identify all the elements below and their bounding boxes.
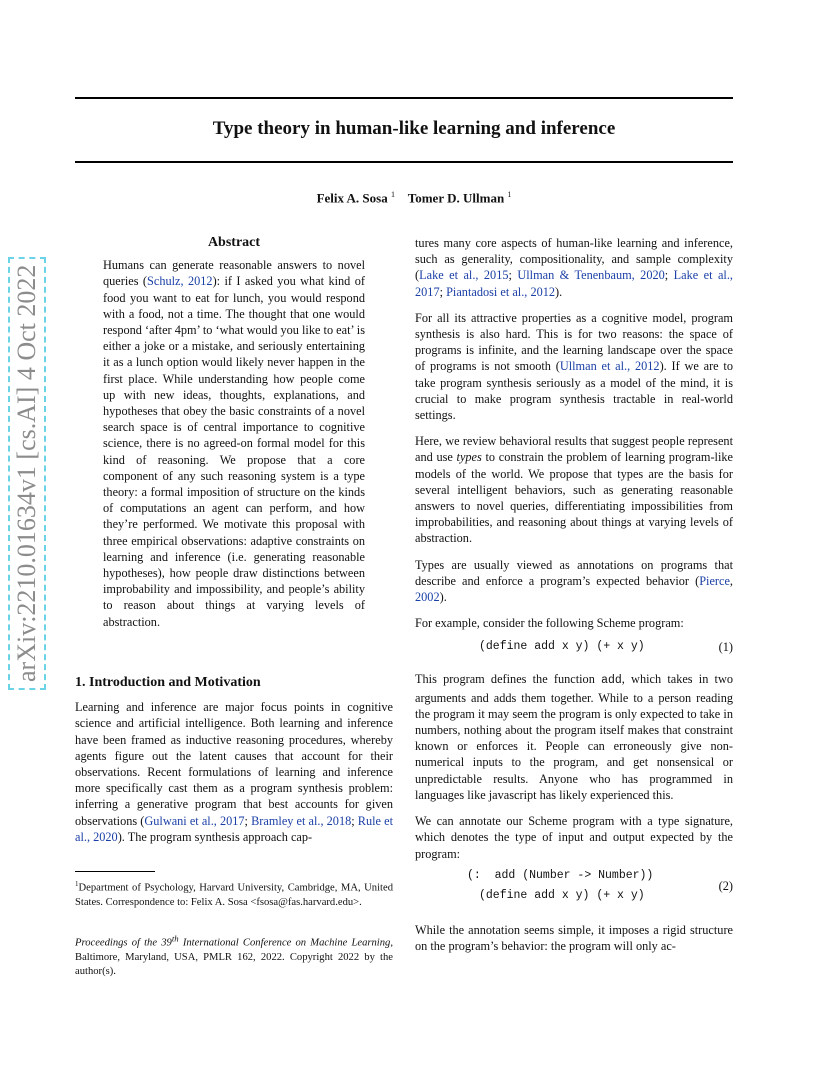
equation-code-line: (: add (Number -> Number))	[467, 868, 654, 882]
paragraph-text: ). If we are to take program synthesis seriously as a model of the mind, it is crucial to make program synthesis tractable in real-world settings.	[415, 359, 733, 423]
section-heading: 1. Introduction and Motivation	[75, 675, 261, 690]
paper-title: Type theory in human-like learning and inference	[212, 118, 616, 139]
citation-link[interactable]: Gulwani et al., 2017	[144, 813, 245, 828]
citation-link[interactable]: Ullman & Tenenbaum, 2020	[517, 268, 665, 283]
equation-1	[415, 639, 733, 657]
separator: ,	[729, 573, 733, 588]
abstract-body	[75, 257, 393, 630]
paragraph	[75, 699, 393, 845]
paragraph	[415, 433, 733, 546]
author-affiliation-mark: 1	[390, 190, 395, 199]
paragraph-text: to constrain the problem of learning program-like models of the world. We propose that types are the basis for several intelligent behaviors, such as generating reasonable answers to novel queries, differentiating impossibilities from improbabilities, and reasoning about things at varying levels of abstraction.	[415, 450, 734, 546]
footnote-rule	[75, 871, 155, 872]
separator: ;	[244, 813, 252, 828]
equation-code: (define add x y) (+ x y)	[479, 640, 645, 654]
author-name: Felix A. Sosa	[316, 190, 388, 206]
paragraph-text: tures many core aspects of human-like learning and inference, such as generality, compositionality, and sample complexity (	[415, 236, 733, 283]
abstract-heading: Abstract	[207, 235, 261, 250]
title-top-rule	[75, 97, 733, 99]
proceedings-sup: th	[171, 933, 179, 943]
proceedings-conference: International Conference on Machine Learning	[178, 937, 391, 949]
footnote-mark: 1	[75, 880, 79, 888]
inline-code: add	[601, 674, 622, 688]
abstract-text: ): if I asked you what kind of food you want to eat for lunch, you would respond with a food, not a time. The thought that one would respond ‘after 4pm’ to ‘what would you like to eat’ is either a joke or a mistake, and seriously entertaining it as a lunch option would likely never happen in the first place. While understanding how people come up with new ideas, thoughts, explanations, and hypotheses that obey the basic constraints of a novel search space is of central importance to cognitive science, there is no agreed-on formal model for this kind of reasoning. We propose that a core component of any such reasoning system is a type theory: a formal imposition of structure on the kinds of computations an agent can perform, and how they’re performed. We motivate this proposal with three empirical observations: adaptive constraints on learning and inference (i.e. generating reasonable hypotheses), how people draw distinctions between improbability and impossibility, and people’s ability to reason about things at varying levels of abstraction.	[103, 274, 365, 629]
paragraph-text: ). The program synthesis approach cap-	[117, 829, 313, 844]
paragraph-text: For all its attractive properties as a cognitive model, program synthesis is also hard. This is for two reasons: the space of programs is infinite, and the learning landscape over the space of programs is not smooth (	[415, 310, 733, 374]
citation-link[interactable]: Ullman et al., 2012	[559, 359, 660, 374]
paragraph-text: Here, we review behavioral results that suggest people represent and use	[415, 434, 733, 465]
paragraph-text: This program defines the function	[415, 672, 602, 687]
equation-2	[415, 868, 733, 908]
citation-link[interactable]: Lake et al., 2017	[415, 268, 733, 299]
emphasis-text: types	[456, 450, 482, 465]
author-list	[0, 190, 828, 206]
citation-link[interactable]: Lake et al., 2015	[419, 268, 509, 283]
citation-link[interactable]: Rule et al., 2020	[75, 813, 393, 844]
paragraph	[415, 557, 733, 606]
footnote-text: Department of Psychology, Harvard University, Cambridge, MA, United States. Correspondence to: Felix A. Sosa <fsosa@fas.harvard.edu>.	[75, 882, 393, 908]
paragraph: For example, consider the following Scheme program:	[415, 616, 684, 631]
paragraph-text: ).	[555, 284, 563, 299]
proceedings-note	[75, 931, 393, 979]
separator: ;	[439, 284, 447, 299]
equation-number: (1)	[718, 640, 733, 655]
separator: ;	[664, 268, 674, 283]
paragraph: We can annotate our Scheme program with a type signature, which denotes the type of input and output expected by the program:	[415, 814, 733, 861]
separator: ;	[351, 813, 358, 828]
paragraph	[415, 310, 733, 423]
section-intro	[75, 675, 393, 855]
right-column	[415, 235, 733, 964]
paragraph-text: , which takes in two arguments and adds them together. While to a person reading the program it may seem the program is only expected to take in numbers, nothing about the program itself makes that constraint known or enforces it. People can erroneously give non-numerical inputs to the program, and get nonsensical or unpredictable results. Anyone who has programmed in languages like javascript has likely experienced this.	[415, 672, 734, 802]
citation-link[interactable]: Piantadosi et al., 2012	[446, 284, 556, 299]
paragraph-text: Types are usually viewed as annotations on programs that describe and enforce a program’s expected behavior (	[415, 557, 733, 588]
citation-link[interactable]: 2002	[415, 590, 440, 605]
author-affiliation-mark: 1	[507, 190, 512, 199]
paragraph-text: Learning and inference are major focus points in cognitive science and artificial intelligence. Both learning and inference have been framed as inductive reasoning procedures, whereby agents figure out the latent causes that account for their observations. Recent formulations of learning and inference more specifically cast them as a program synthesis problem: inferring a generative program that best accounts for given observations (	[75, 700, 393, 828]
citation-link[interactable]: Bramley et al., 2018	[251, 813, 352, 828]
paragraph	[415, 671, 733, 803]
footnote	[75, 877, 393, 910]
citation-link[interactable]: Schulz, 2012	[147, 274, 213, 289]
author-name: Tomer D. Ullman	[407, 190, 505, 206]
paragraph-text: ).	[439, 590, 447, 605]
arxiv-identifier: arXiv:2210.01634v1 [cs.AI] 4 Oct 2022	[8, 257, 46, 690]
proceedings-rest: , Baltimore, Maryland, USA, PMLR 162, 2022. Copyright 2022 by the author(s).	[75, 937, 393, 977]
citation-link[interactable]: Pierce	[699, 573, 730, 588]
equation-code-line: (define add x y) (+ x y)	[479, 888, 645, 902]
title-bottom-rule	[75, 161, 733, 163]
proceedings-prefix: Proceedings of the 39	[75, 937, 172, 949]
equation-number: (2)	[718, 878, 733, 893]
paragraph	[415, 235, 733, 300]
left-column	[75, 235, 393, 630]
separator: ;	[508, 268, 518, 283]
paragraph: While the annotation seems simple, it imposes a rigid structure on the program’s behavior: the program will only ac-	[415, 922, 733, 953]
abstract-text: Humans can generate reasonable answers to novel queries (	[103, 258, 365, 289]
